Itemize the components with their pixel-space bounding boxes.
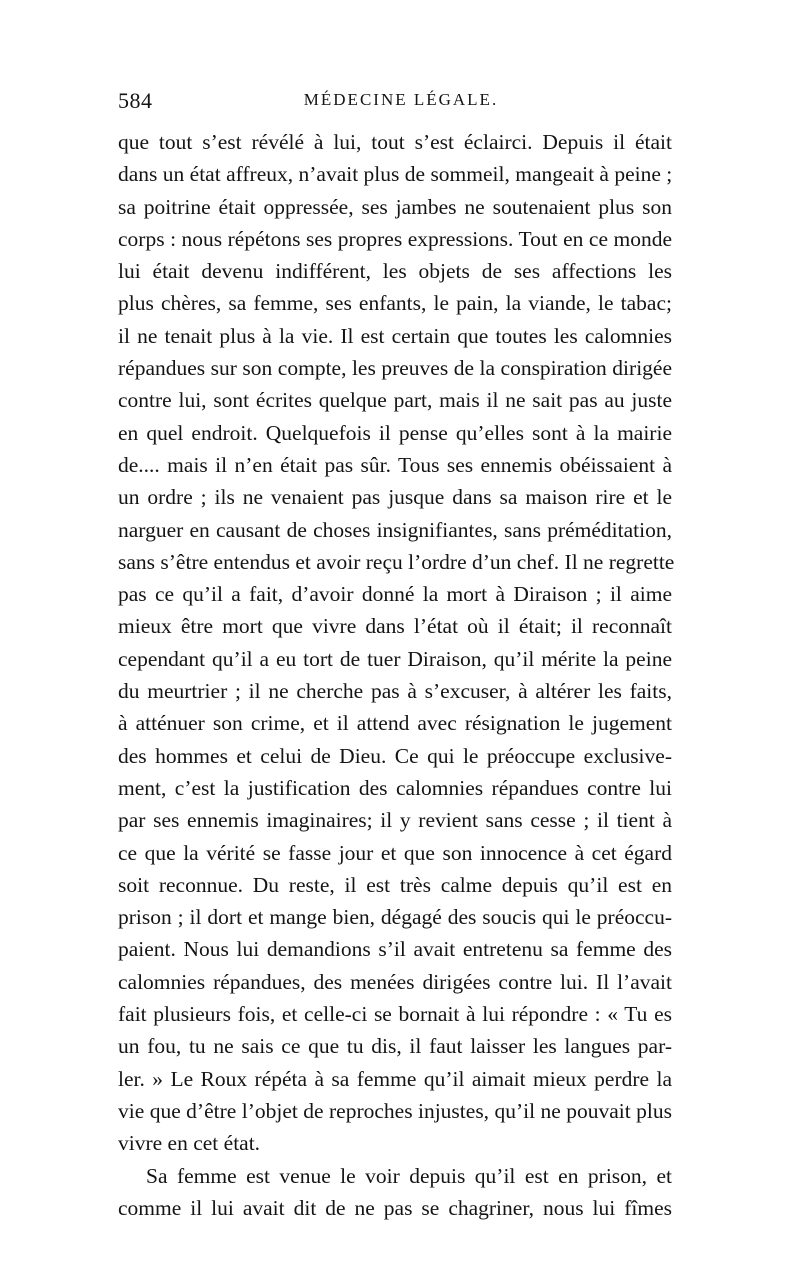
text-line: sans s’être entendus et avoir reçu l’ordre d’un chef. Il ne regrette [118,549,675,574]
text-line: dans un état affreux, n’avait plus de sommeil, mangeait à peine ; [118,162,673,187]
text-line: mieux être mort que vivre dans l’état où il était; il reconnaît [118,614,672,639]
text-line: comme il lui avait dit de ne pas se chagriner, nous lui fîmes [118,1195,672,1220]
text-line: répandues sur son compte, les preuves de la conspiration dirigée [118,356,672,381]
text-line: pas ce qu’il a fait, d’avoir donné la mort à Diraison ; il aime [118,582,672,607]
text-line: ler. » Le Roux répéta à sa femme qu’il aimait mieux perdre la [118,1066,672,1091]
text-line: à atténuer son crime, et il attend avec résignation le jugement [118,711,672,736]
text-line: que tout s’est révélé à lui, tout s’est éclairci. Depuis il était [118,130,672,154]
text-line: un fou, tu ne sais ce que tu dis, il faut laisser les langues par- [118,1034,672,1059]
text-line: narguer en causant de choses insignifiantes, sans préméditation, [118,517,672,542]
running-head [118,88,684,118]
text-line: sa poitrine était oppressée, ses jambes ne soutenaient plus son [118,194,672,219]
paragraph-end-line: vivre en cet état. [118,1131,261,1156]
text-line: ce que la vérité se fasse jour et que son innocence à cet égard [118,840,672,865]
text-line: du meurtrier ; il ne cherche pas à s’excuser, à altérer les faits, [118,679,672,704]
text-line: soit reconnue. Du reste, il est très calme depuis qu’il est en [118,872,672,897]
text-line: il ne tenait plus à la vie. Il est certain que toutes les calomnies [118,323,672,348]
text-line: contre lui, sont écrites quelque part, mais il ne sait pas au juste [118,388,672,413]
text-line: par ses ennemis imaginaires; il y revient sans cesse ; il tient à [118,808,672,833]
text-line: plus chères, sa femme, ses enfants, le pain, la viande, le tabac; [118,291,672,316]
text-line: lui était devenu indifférent, les objets de ses affections les [118,259,672,284]
text-line: fait plusieurs fois, et celle-ci se bornait à lui répondre : « Tu es [118,1002,672,1027]
text-line: des hommes et celui de Dieu. Ce qui le préoccupe exclusive- [118,743,672,768]
page-number: 584 [118,88,153,113]
running-title: MÉDECINE LÉGALE. [303,90,499,109]
text-line: un ordre ; ils ne venaient pas jusque dans sa maison rire et le [118,485,672,510]
text-line: de.... mais il n’en était pas sûr. Tous ses ennemis obéissaient à [118,452,672,477]
text-line: vie que d’être l’objet de reproches injustes, qu’il ne pouvait plus [118,1098,672,1123]
paragraph-start-line: Sa femme est venue le voir depuis qu’il est en prison, et [146,1163,672,1188]
text-line: ment, c’est la justification des calomnies répandues contre lui [118,775,672,800]
text-line: cependant qu’il a eu tort de tuer Diraison, qu’il mérite la peine [118,646,672,671]
text-line: en quel endroit. Quelquefois il pense qu’elles sont à la mairie [118,420,672,445]
text-line: paient. Nous lui demandions s’il avait entretenu sa femme des [118,937,672,962]
text-line: calomnies répandues, des menées dirigées contre lui. Il l’avait [118,969,672,994]
text-line: corps : nous répétons ses propres expressions. Tout en ce monde [118,226,672,251]
body-text [118,126,675,1224]
text-line: prison ; il dort et mange bien, dégagé des soucis qui le préoccu- [118,905,672,930]
